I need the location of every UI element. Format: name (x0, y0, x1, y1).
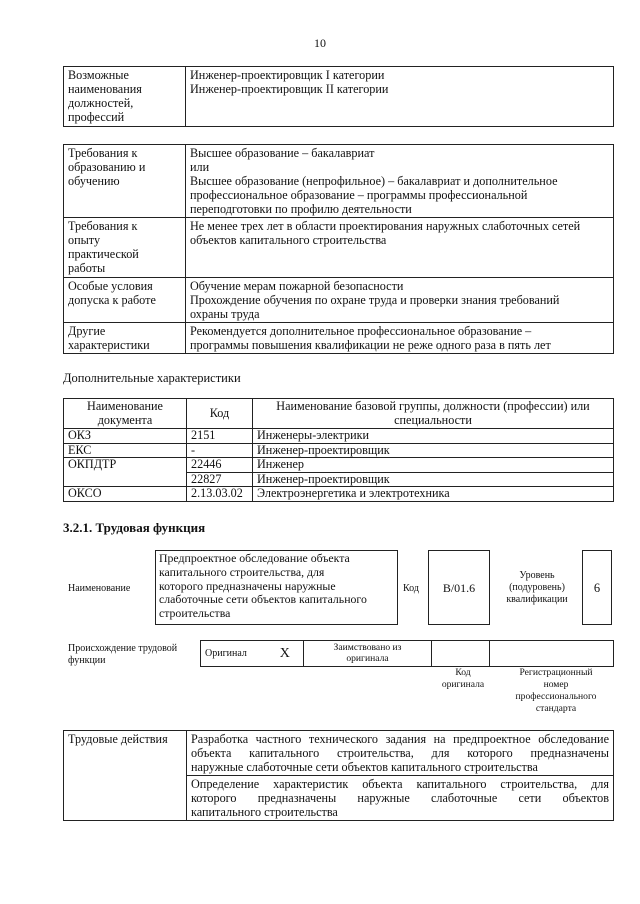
table-row (64, 429, 614, 444)
name-label: Наименование (68, 583, 131, 594)
label-line: профессионального (515, 691, 597, 702)
req-label (64, 278, 186, 323)
table-row (64, 472, 614, 487)
cell (64, 472, 187, 487)
cell: Инженеры-электрики (253, 429, 614, 444)
function-name-box (155, 550, 398, 625)
value-line: профессиональное образование – программы профессиональной (190, 188, 528, 202)
origin-table (200, 640, 614, 667)
table-row (64, 443, 614, 458)
cell: Электроэнергетика и электротехника (253, 487, 614, 502)
label-line: номер (543, 679, 569, 690)
label-line: наименования (68, 82, 142, 96)
name-line: строительства (159, 606, 231, 621)
labor-action-item (187, 776, 614, 821)
position-item: Инженер-проектировщик I категории (190, 68, 385, 82)
cell: 2151 (187, 429, 253, 444)
col-header-document (64, 399, 187, 429)
action-line: которого предназначены наружные слаботочные сети объектов (191, 791, 609, 805)
col-header-code (187, 399, 253, 429)
additional-heading: Дополнительные характеристики (63, 371, 241, 385)
label-line: оригинала (441, 679, 485, 690)
label-line: квалификации (506, 594, 568, 605)
table-row (64, 458, 614, 473)
req-label (64, 145, 186, 218)
table-row (64, 487, 614, 502)
req-value (186, 278, 614, 323)
value-line: переподготовки по профилю деятельности (190, 202, 412, 216)
cell: 22446 (187, 458, 253, 473)
value-line: охраны труда (190, 307, 260, 321)
req-label (64, 323, 186, 354)
original-code-cell (432, 641, 490, 667)
labor-action-item (187, 731, 614, 776)
code-label: Код (403, 583, 419, 594)
label-line: работы (68, 261, 106, 275)
cell: ЕКС (64, 443, 187, 458)
header-line: Наименование базовой группы, должности (профессии) или (276, 399, 590, 413)
original-code-label (428, 667, 498, 691)
cell: ОКЗ (64, 429, 187, 444)
positions-table (63, 66, 614, 127)
label-line: Регистрационный (519, 667, 593, 678)
label-line: Требования к (68, 219, 138, 233)
header-line: Код (209, 405, 230, 420)
action-line: Определение характеристик объекта капитального строительства, для (191, 777, 609, 791)
req-label (64, 218, 186, 278)
original-label: Оригинал (201, 641, 267, 667)
label-line: образованию и (68, 160, 146, 174)
label-line: функции (68, 655, 106, 666)
value-line: Рекомендуется дополнительное профессиональное образование – (190, 324, 532, 338)
value-line: Высшее образование – бакалавриат (190, 146, 375, 160)
req-value (186, 145, 614, 218)
label-line: Другие (68, 324, 106, 338)
value-line: Обучение мерам пожарной безопасности (190, 279, 404, 293)
action-line: капитального строительства (191, 805, 338, 819)
label-line: должностей, (68, 96, 134, 110)
value-line: Не менее трех лет в области проектирования наружных слаботочных сетей (190, 219, 581, 233)
label-line: опыту (68, 233, 101, 247)
label-line: оригинала (346, 653, 389, 664)
header-line: Наименование (87, 399, 163, 413)
value-line: или (190, 160, 210, 174)
level-value-box: 6 (582, 550, 612, 625)
col-header-name (253, 399, 614, 429)
label-line: обучению (68, 174, 120, 188)
reg-number-label (500, 667, 612, 715)
page-number: 10 (314, 36, 326, 50)
origin-label (68, 643, 198, 667)
label-line: стандарта (535, 703, 577, 714)
header-line: специальности (394, 412, 472, 427)
labor-actions-label: Трудовые действия (64, 731, 187, 821)
label-line: Особые условия (68, 279, 153, 293)
action-line: объекта капитального строительства, для которого предназначены (191, 746, 609, 760)
name-line: Предпроектное обследование объекта (159, 551, 350, 565)
label-line: Код (455, 667, 471, 678)
value-line: Высшее образование (непрофильное) – бакалавриат и дополнительное (190, 174, 558, 188)
label-line: Возможные (68, 68, 129, 82)
action-line: Разработка частного технического задания на предпроектное обследование (191, 732, 609, 746)
level-label (497, 570, 577, 606)
header-line: документа (97, 412, 153, 427)
code-value-box: В/01.6 (428, 550, 490, 625)
value-line: программы повышения квалификации не реже одного раза в пять лет (190, 338, 551, 352)
positions-label (64, 67, 186, 127)
label-line: (подуровень) (509, 582, 565, 593)
label-line: Происхождение трудовой (68, 643, 178, 654)
cell: ОКСО (64, 487, 187, 502)
requirements-table (63, 144, 614, 354)
position-item: Инженер-проектировщик II категории (190, 82, 389, 96)
label-line: Заимствовано из (333, 642, 402, 653)
cell: - (187, 443, 253, 458)
labor-function-heading: 3.2.1. Трудовая функция (63, 520, 206, 535)
cell: 22827 (187, 472, 253, 487)
cell: Инженер (253, 458, 614, 473)
labor-actions-table (63, 730, 614, 821)
label-line: Требования к (68, 146, 138, 160)
req-value (186, 323, 614, 354)
name-line: слаботочные сети объектов капитального (159, 592, 367, 607)
original-mark: X (267, 641, 304, 667)
cell: 2.13.03.02 (187, 487, 253, 502)
name-line: которого предназначены наружные (159, 578, 336, 593)
label-line: профессий (68, 110, 125, 124)
borrowed-label (304, 641, 432, 667)
additional-table (63, 398, 614, 502)
value-line: Прохождение обучения по охране труда и проверки знания требований (190, 293, 560, 307)
cell: ОКПДТР (64, 458, 187, 473)
label-line: допуска к работе (68, 293, 156, 307)
name-line: капитального строительства, для (159, 564, 325, 579)
label-line: Уровень (519, 570, 555, 581)
action-line: наружные слаботочные сети объектов капитального строительства (191, 760, 538, 774)
cell: Инженер-проектировщик (253, 443, 614, 458)
label-line: характеристики (68, 338, 150, 352)
reg-number-cell (490, 641, 614, 667)
cell: Инженер-проектировщик (253, 472, 614, 487)
positions-values (186, 67, 614, 127)
req-value (186, 218, 614, 278)
value-line: объектов капитального строительства (190, 233, 387, 247)
label-line: практической (68, 247, 139, 261)
